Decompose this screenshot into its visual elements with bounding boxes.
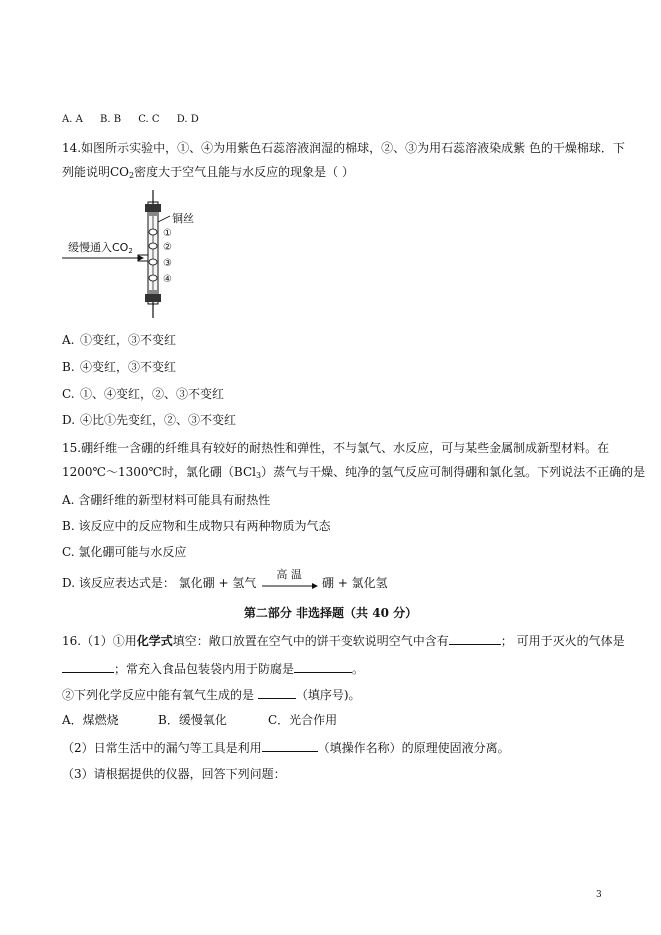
cotton-ball-1 [149, 229, 157, 235]
q14-stem-line2: 列能说明CO2密度大于空气且能与水反应的现象是（ ） [62, 165, 354, 180]
cotton-ball-2 [149, 243, 157, 249]
q14-apparatus-figure [62, 190, 202, 320]
q13-option-d: D. D [176, 114, 199, 125]
q14-option-a: A. ①变红，③不变红 [62, 333, 177, 347]
q13-option-b: B. B [100, 114, 122, 125]
q14-option-c: C. ①、④变红，②、③不变红 [62, 387, 225, 401]
q14-stem-line1: 14.如图所示实验中，①、④为用紫色石蕊溶液润湿的棉球，②、③为用石蕊溶液染成紫 色的干燥棉球．下 [62, 141, 625, 155]
answer-blank-4[interactable] [258, 686, 296, 699]
answer-blank-5[interactable] [262, 739, 318, 752]
choice-a: A．煤燃烧 [62, 713, 119, 727]
top-stopper [145, 204, 161, 212]
top-stopper-rim [147, 212, 159, 216]
equation-right: 硼 + 氯化氢 [322, 576, 388, 590]
q15-option-d: D. 该反应表达式是： 氯化硼 + 氢气 高 温 硼 + 氯化氢 [62, 567, 388, 590]
answer-blank-2[interactable] [62, 660, 114, 673]
q14-option-d: D. ④比①先变红，②、③不变红 [62, 413, 237, 427]
choice-b: B．缓慢氧化 [158, 713, 227, 727]
inlet-arrow-icon [138, 255, 144, 261]
apparatus-diagram [62, 190, 202, 320]
q14-option-b: B. ④变红，③不变红 [62, 360, 177, 374]
q15-stem-line1: 15.硼纤维一含硼的纤维具有较好的耐热性和弹性，不与氯气、水反应，可与某些金属制成新型材料。在 [62, 441, 610, 455]
q16-line1: 16.（1）①用化学式填空：敞口放置在空气中的饼干变软说明空气中含有 ； 可用于灭火的气体是 [62, 634, 625, 648]
cotton-ball-4 [149, 275, 157, 281]
equation-left: 氯化硼 + 氢气 [178, 576, 257, 590]
reaction-condition: 高 温 [276, 567, 302, 581]
wire-leader [158, 216, 170, 222]
ball-label-1: ① [163, 228, 172, 239]
q15-option-a: A. 含硼纤维的新型材料可能具有耐热性 [62, 493, 271, 507]
q15-option-c: C. 氯化硼可能与水反应 [62, 545, 187, 559]
arrow-icon [260, 582, 318, 590]
answer-blank-1[interactable] [449, 632, 501, 645]
co2-inlet-label: 缓慢通入CO2 [68, 241, 133, 255]
q16-line2: ；常充入食品包装袋内用于防腐是 。 [62, 660, 364, 677]
answer-blank-3[interactable] [294, 660, 352, 673]
ball-label-4: ④ [163, 274, 172, 285]
section-title: 第二部分 非选择题（共 40 分） [243, 606, 418, 620]
bottom-stopper [145, 294, 161, 302]
copper-wire-label: 铜丝 [172, 212, 194, 225]
ball-label-2: ② [163, 242, 172, 253]
bottom-stopper-rim [147, 290, 159, 294]
ball-label-3: ③ [163, 258, 172, 269]
q13-options [62, 112, 213, 128]
reaction-arrow [260, 567, 318, 592]
q13-option-a: A. A [62, 114, 83, 125]
q15-option-b: B. 该反应中的反应物和生成物只有两种物质为气态 [62, 519, 331, 533]
page-number: 3 [596, 890, 602, 900]
q16-line6: （3）请根据提供的仪器，回答下列问题： [62, 767, 286, 781]
choice-c: C．光合作用 [268, 713, 338, 727]
q16-line5: （2）日常生活中的漏勺等工具是利用 （填操作名称）的原理使固液分离。 [62, 741, 510, 755]
q15-stem-line2: 1200℃～1300℃时，氯化硼（BCl3）蒸气与干燥、纯净的氢气反应可制得硼和氯化氢。下列说法不正确的是 [62, 465, 646, 480]
q16-line3: ②下列化学反应中能有氧气生成的是 （填序号)。 [62, 688, 361, 702]
q13-option-c: C. C [138, 114, 160, 125]
q16-choices [62, 712, 337, 728]
cotton-ball-3 [149, 259, 157, 265]
